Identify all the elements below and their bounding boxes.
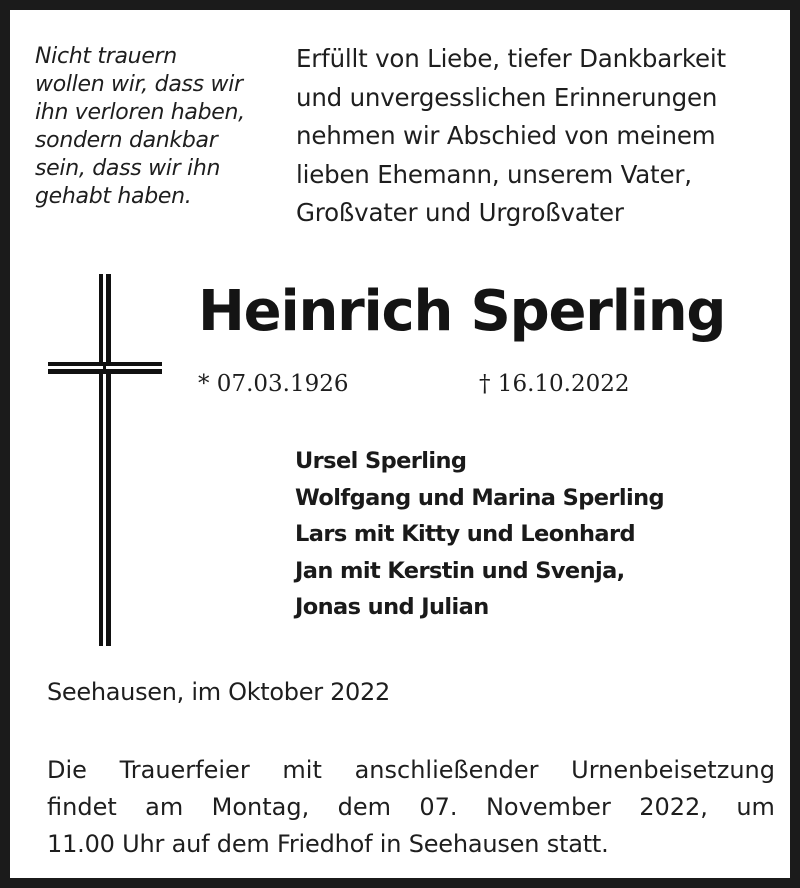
ceremony-word: am — [145, 793, 184, 821]
ceremony-word: Die — [47, 756, 87, 784]
intro-line: und unvergesslichen Erinnerungen — [296, 82, 718, 112]
ceremony-word: mit — [282, 756, 322, 784]
ceremony-line-3: 11.00 Uhr auf dem Friedhof in Seehausen statt. — [47, 830, 609, 858]
ceremony-word: November — [485, 793, 611, 821]
family-signatures — [295, 443, 775, 626]
ceremony-line-2 — [47, 789, 775, 826]
quote-line: sondern dankbar — [35, 128, 218, 153]
quote-line: gehabt haben. — [35, 184, 192, 209]
intro-line: Erfüllt von Liebe, tiefer Dankbarkeit — [296, 44, 726, 73]
quote-line: wollen wir, dass wir — [35, 72, 243, 97]
ceremony-word: Trauerfeier — [119, 756, 250, 784]
ceremony-word: dem — [337, 793, 391, 821]
birth-date: * 07.03.1926 — [198, 371, 349, 397]
quote-line: Nicht trauern — [35, 44, 177, 69]
ceremony-word: 2022, — [639, 793, 708, 821]
cross-vertical-beam — [99, 274, 111, 646]
ceremony-word: 07. — [419, 793, 458, 821]
intro-line: lieben Ehemann, unserem Vater, — [296, 159, 692, 189]
ceremony-word: Urnenbeisetzung — [571, 756, 775, 784]
ceremony-info — [47, 752, 775, 863]
ceremony-line-1 — [47, 752, 775, 789]
death-date: † 16.10.2022 — [479, 371, 630, 397]
intro-line: Großvater und Urgroßvater — [296, 198, 624, 227]
ceremony-word: um — [736, 793, 775, 821]
family-line: Jonas und Julian — [295, 594, 489, 620]
quote-line: sein, dass wir ihn — [35, 156, 221, 181]
cross-center-joint — [103, 362, 106, 374]
family-line: Wolfgang und Marina Sperling — [295, 484, 665, 511]
place-and-date: Seehausen, im Oktober 2022 — [47, 678, 390, 706]
deceased-name: Heinrich Sperling — [198, 279, 726, 344]
family-line: Ursel Sperling — [295, 448, 467, 474]
ceremony-word: findet — [47, 793, 117, 821]
family-line: Lars mit Kitty und Leonhard — [295, 521, 635, 547]
intro-line: nehmen wir Abschied von meinem — [296, 121, 716, 150]
family-line: Jan mit Kerstin und Svenja, — [295, 557, 625, 584]
ceremony-word: anschließender — [354, 756, 539, 784]
latin-cross-icon — [48, 274, 162, 646]
quote-line: ihn verloren haben, — [35, 100, 245, 125]
memorial-quote — [35, 43, 285, 211]
intro-text — [296, 40, 796, 233]
ceremony-word: Montag, — [211, 793, 310, 821]
